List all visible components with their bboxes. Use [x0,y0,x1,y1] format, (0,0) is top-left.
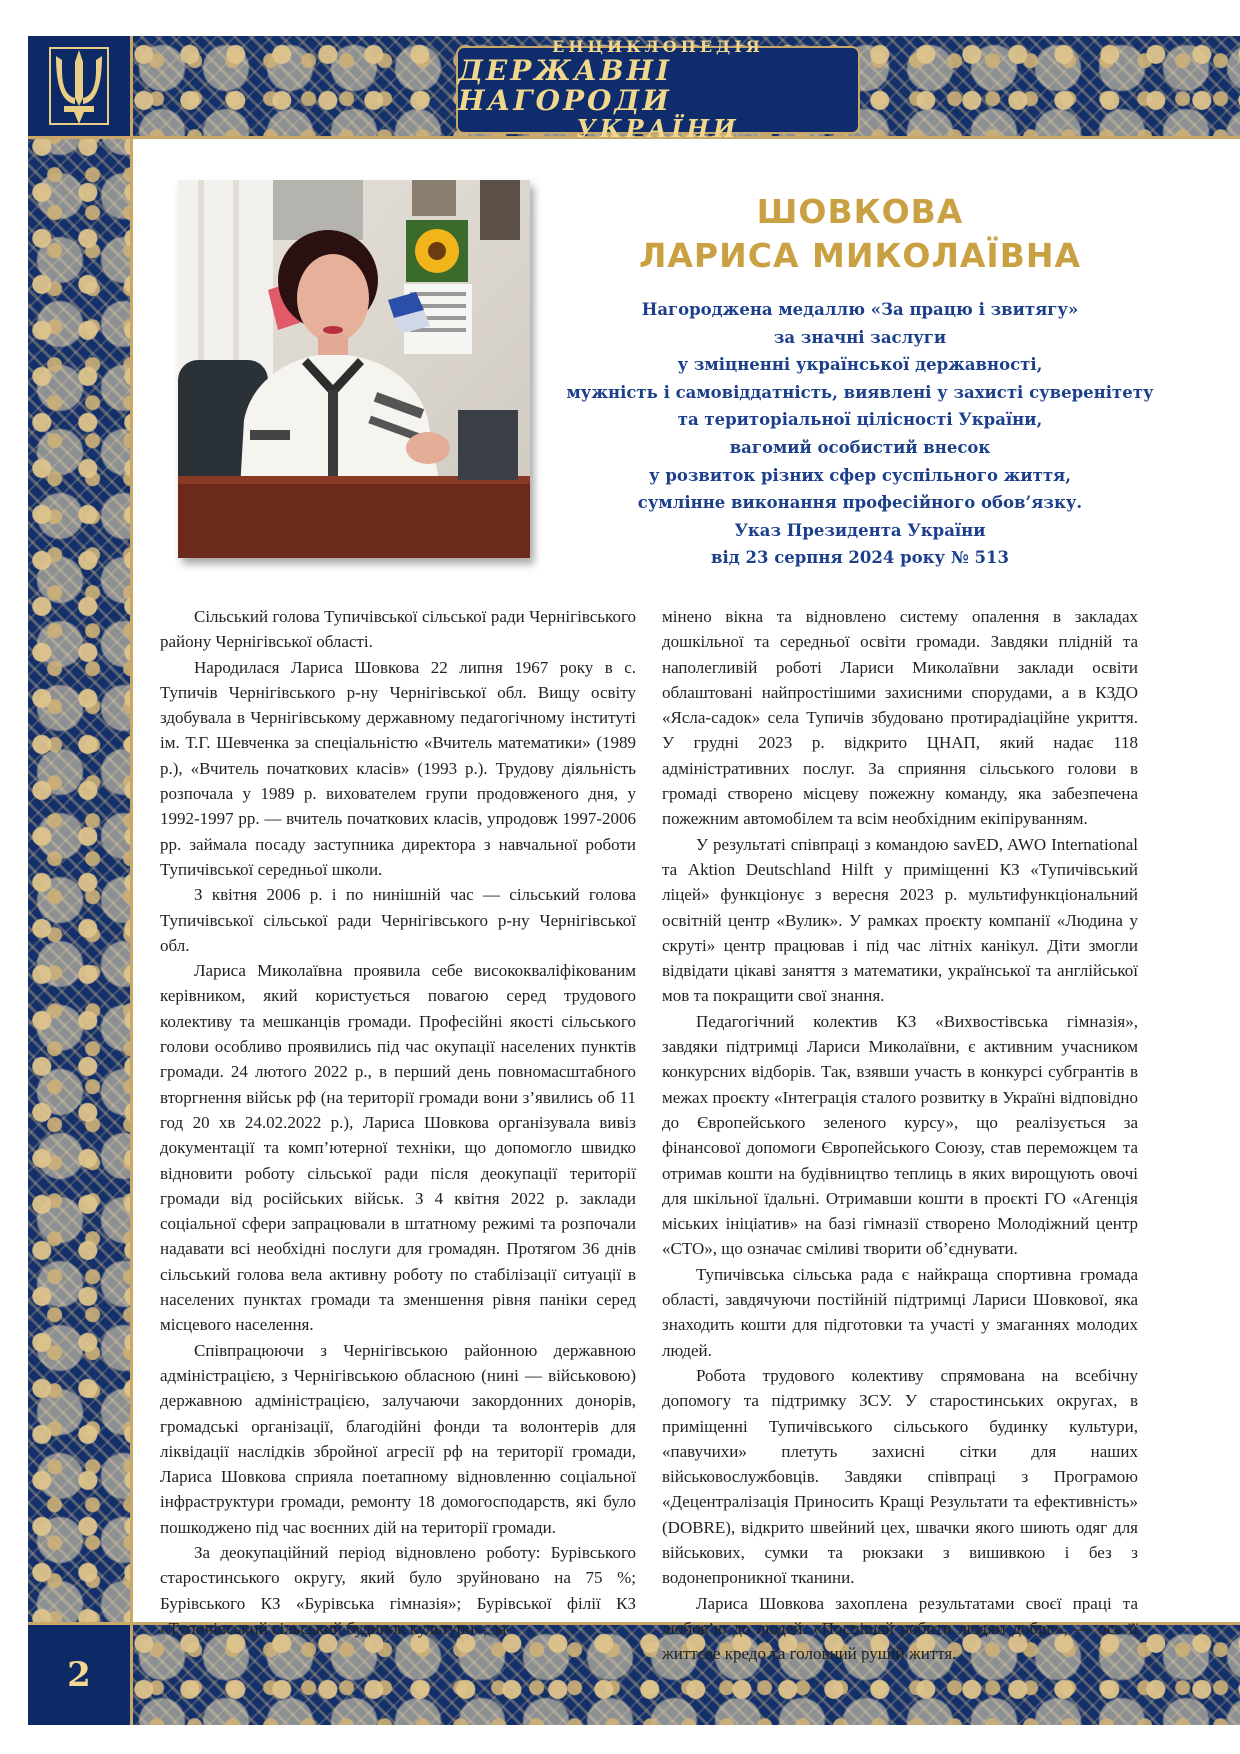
award-citation [560,296,1160,572]
award-line: вагомий особистий внесок [729,437,991,457]
paragraph: Лариса Шовкова захоплена результатами своєї праці та любов’ю до людей. «Поспішай робити людям добро», — ось її життєве кредо та головний рушій життя. [662,1593,1138,1664]
header-line-2: ДЕРЖАВНІ НАГОРОДИ [458,54,673,117]
paragraph: За деокупаційний період відновлено роботу: Бурівського старостинського округу, який було зруйновано на 75 %; Бурівського КЗ «Бурівська гімназія»; Бурівської філії КЗ «Тупичівський сільський будинок культури»; за- [160,1542,636,1638]
page-number-box [28,1622,133,1725]
paragraph-continuation: мінено вікна та відновлено систему опалення в закладах дошкільної та середньої освіти громади. Завдяки плідній та наполегливій роботі Лариси Миколаївни заклади освіти облаштовані найпростішими захисними спорудами, а в КЗДО «Ясла-садок» села Тупичів збудовано протирадіаційне укриття. У грудні 2023 р. відкрито ЦНАП, який надає 118 адміністративних послуг. За сприяння сільського голови в громаді створено місцеву пожежну команду, яка забезпечена пожежним автомобілем та всім необхідним екіпіруванням. [662,607,1138,829]
award-line: за значні заслуги [773,327,947,347]
encyclopedia-title-plate [456,37,860,143]
person-surname: ШОВКОВА [756,192,964,231]
left-text-column [160,604,636,1641]
person-given-names: ЛАРИСА МИКОЛАЇВНА [638,236,1082,275]
paragraph: Співпрацюючи з Чернігівською районною державною адміністрацією, з Чернігівською обласною (нині — військовою) державною адміністрацією, залучаючи закордонних донорів, громадські організації, благодійні фонди та волонтерів для ліквідації наслідків збройної агресії рф на території громади, Лариса Шовкова сприяла поетапному відновленню соціальної інфраструктури громади, ремонту 18 домогосподарств, які було пошкоджено під час воєнних дій на території громади. [160,1340,636,1537]
paragraph: Робота трудового колективу спрямована на всебічну допомогу та підтримку ЗСУ. У старостинських округах, в приміщенні Тупичівського сільського будинку культури, «павучихи» плетуть захисні сітки для наших військовослужбовців. Завдяки співпраці з Програмою «Децентралізація Приносить Кращі Результати та ефективність» (DOBRE), відкрито швейний цех, швачки якого шиють одяг для військових, сумки та рюкзаки з вишивкою і без з водонепроникної тканини. [662,1365,1138,1588]
trident-emblem-icon [48,46,110,126]
paragraph: З квітня 2006 р. і по нинішній час — сільський голова Тупичівської сільської ради Чернігівського р-ну Чернігівської обл. [160,885,636,955]
award-line: сумлінне виконання професійного обов’язку. [637,493,1083,513]
award-line: у зміцненні української державності, [677,355,1043,375]
paragraph: Народилася Лариса Шовкова 22 липня 1967 року в с. Тупичів Чернігівського р-ну Чернігівської обл. Вищу освіту здобувала в Чернігівському державному педагогічному інституті ім. Т.Г. Шевченка за спеціальністю «Вчитель математики» (1989 р.), «Вчитель початкових класів» (1993 р.). Трудову діяльність розпочала у 1989 р. вихователем групи продовженого дня, у 1992-1997 рр. — вчитель початкових класів, упродовж 1997-2006 рр. займала посаду заступника директора з навчальної роботи Тупичівської середньої школи. [160,657,636,879]
award-line: у розвиток різних сфер суспільного життя, [649,465,1071,485]
award-line: мужність і самовіддатність, виявлені у захисті суверенітету [566,382,1154,402]
award-line: від 23 серпня 2024 року № 513 [711,548,1009,568]
paragraph: У результаті співпраці з командою savED, AWO International та Aktion Deutschland Hilft у приміщенні КЗ «Тупичівський ліцей» функціонує з вересня 2023 р. мультифункціональний освітній центр «Вулик». У рамках проєкту компанії «Людина у скруті» центр працював і під час літніх канікул. Діти змогли відвідати цікаві заняття з математики, української та англійської мов та покращити свої знання. [662,834,1138,1006]
paragraph: Сільський голова Тупичівської сільської ради Чернігівського району Чернігівської області. [160,607,636,652]
emblem-box [28,36,133,139]
award-line: Указ Президента України [734,520,986,540]
award-line: та територіальної цілісності України, [677,410,1043,430]
page-number: 2 [67,1655,91,1695]
left-ornament-border [28,36,133,1660]
person-name-heading [580,190,1140,278]
right-text-column [662,604,1138,1666]
paragraph: Лариса Миколаївна проявила себе висококваліфікованим керівником, який користується повагою серед трудового колективу та мешканців громади. Професійні якості сільського голови особливо проявились під час окупації населених пунктів громади. 24 лютого 2022 р., в перший день повномасштабного вторгнення військ рф (на території громади вони з’явились об 11 год 20 хв 24.02.2022 р.), Лариса Шовкова організувала вивіз документації та комп’ютерної техніки, що допомогло швидко відновити роботу сільської ради після деокупації території громади від російських військ. З 4 квітня 2022 р. заклади соціальної сфери запрацювали в штатному режимі та розпочали надавати всі необхідні послуги для громадян. Протягом 36 днів сільський голова вела активну роботу по стабілізації ситуації в населених пунктах громади та зменшення рівня паніки серед місцевого населення. [160,961,636,1335]
award-line: Нагороджена медаллю «За працю і звитягу» [641,300,1079,319]
portrait-photo [178,180,530,558]
header-line-1: ЕНЦИКЛОПЕДІЯ [552,37,764,56]
header-line-3: УКРАЇНИ [576,114,740,143]
paragraph: Тупичівська сільська рада є найкраща спортивна громада області, завдячуючи постійній підтримці Лариси Шовкової, яка знаходить кошти для підготовки та участі у змаганнях молодих людей. [662,1264,1138,1360]
paragraph: Педагогічний колектив КЗ «Вихвостівська гімназія», завдяки підтримці Лариси Миколаївни, є активним учасником конкурсних відборів. Так, взявши участь в конкурсі субгрантів в межах проєкту «Інтеграція сталого розвитку в Україні відповідно до Європейського зеленого курсу», що реалізується за фінансової допомоги Європейського Союзу, став переможцем та отримав кошти на будівництво теплиць в яких вирощують овочі для шкільної їдальні. Отримавши кошти в проєкті ГО «Агенція міських ініціатив» на базі гімназії створено Молодіжний центр «СТО», що означає сміливі творити об’єднувати. [662,1011,1138,1259]
